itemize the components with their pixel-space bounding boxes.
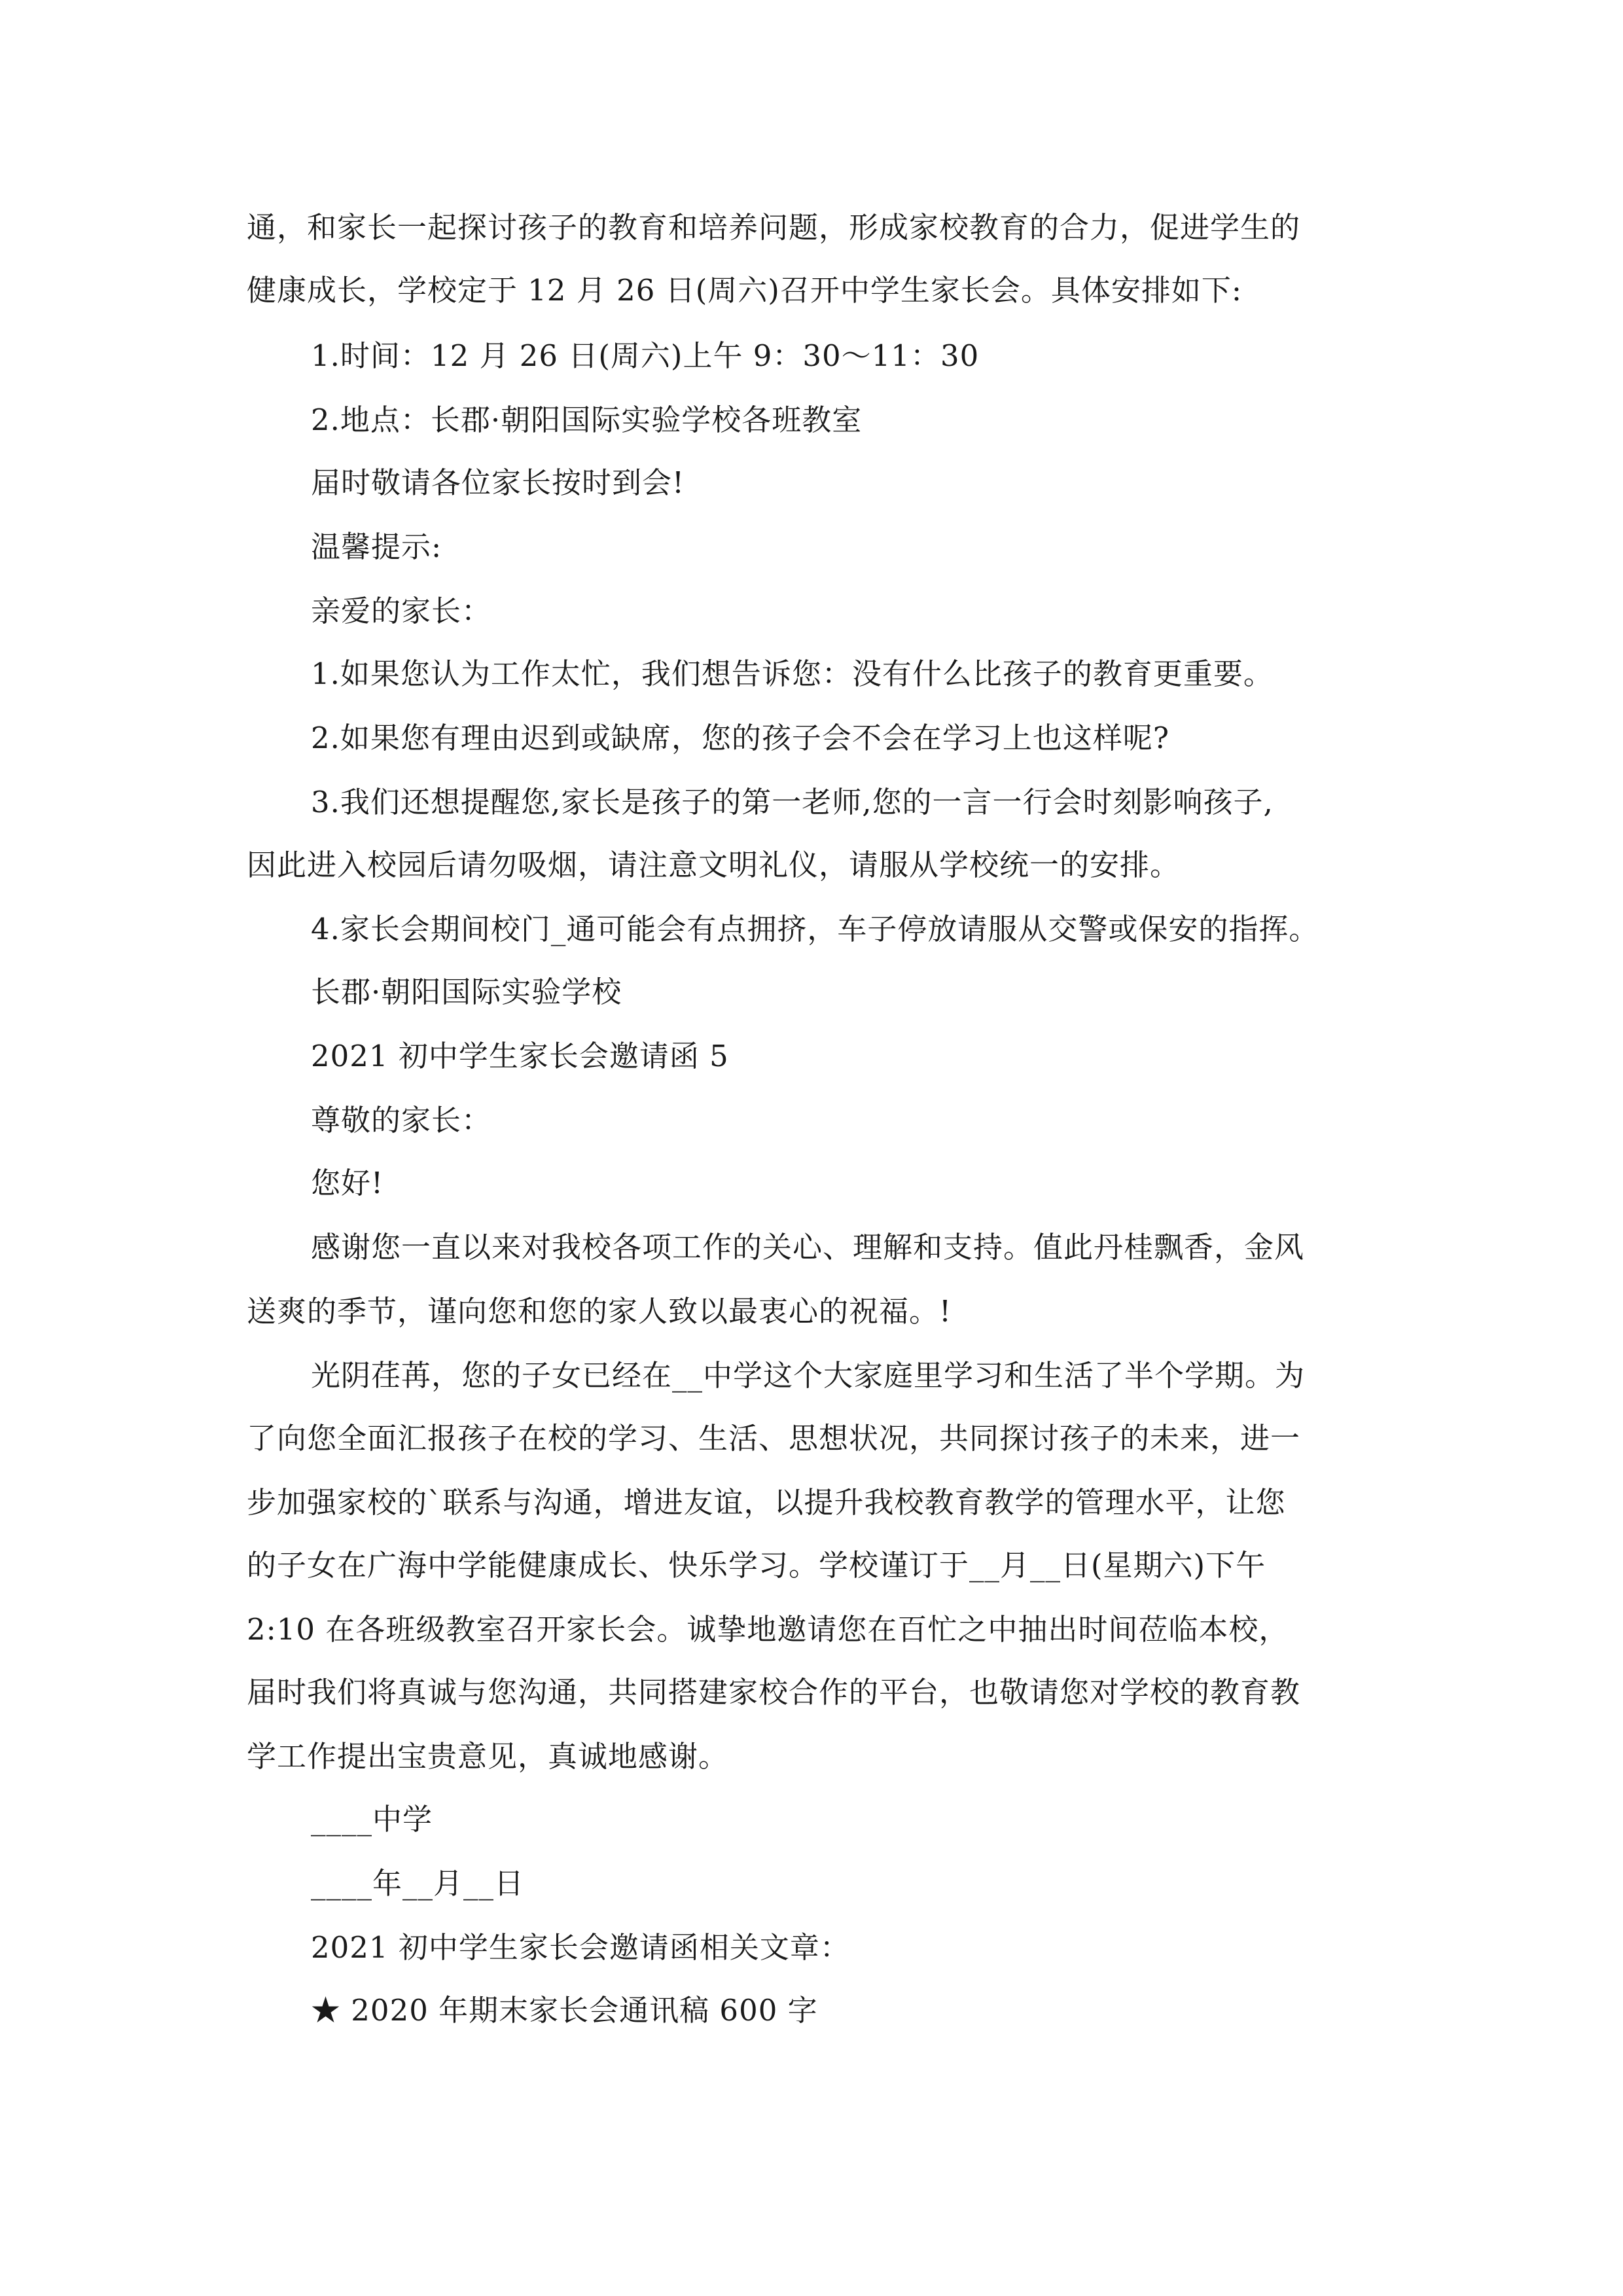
related-articles-heading: 2021 初中学生家长会邀请函相关文章： bbox=[311, 1930, 850, 1965]
paragraph-line: 2:10 在各班级教室召开家长会。诚挚地邀请您在百忙之中抽出时间莅临本校， bbox=[247, 1612, 1289, 1647]
school-signature: 长郡·朝阳国际实验学校 bbox=[311, 975, 622, 1009]
tip-item: 3.我们还想提醒您,家长是孩子的第一老师,您的一言一行会时刻影响孩子, bbox=[311, 785, 1274, 819]
schedule-location: 2.地点：长郡·朝阳国际实验学校各班教室 bbox=[311, 403, 863, 437]
salutation: 亲爱的家长： bbox=[311, 594, 492, 628]
tip-item: 1.如果您认为工作太忙，我们想告诉您：没有什么比孩子的教育更重要。 bbox=[311, 656, 1274, 691]
paragraph-line: 因此进入校园后请勿吸烟，请注意文明礼仪，请服从学校统一的安排。 bbox=[247, 848, 1181, 882]
tip-item: 2.如果您有理由迟到或缺席，您的孩子会不会在学习上也这样呢? bbox=[311, 721, 1170, 755]
paragraph-line: 通，和家长一起探讨孩子的教育和培养问题，形成家校教育的合力，促进学生的 bbox=[247, 210, 1301, 245]
greeting: 您好! bbox=[311, 1166, 384, 1200]
salutation: 尊敬的家长： bbox=[311, 1103, 492, 1138]
paragraph-line: 步加强家校的`联系与沟通，增进友谊，以提升我校教育教学的管理水平，让您 bbox=[247, 1485, 1286, 1520]
paragraph-line: 光阴荏苒，您的子女已经在__中学这个大家庭里学习和生活了半个学期。为 bbox=[311, 1358, 1306, 1393]
paragraph-line: 的子女在广海中学能健康成长、快乐学习。学校谨订于__月__日(星期六)下午 bbox=[247, 1548, 1266, 1583]
school-name-blank: ____中学 bbox=[311, 1802, 433, 1837]
related-article-link[interactable]: ★ 2020 年期末家长会通讯稿 600 字 bbox=[311, 1993, 818, 2028]
section-title: 2021 初中学生家长会邀请函 5 bbox=[311, 1039, 729, 1073]
paragraph-line: 了向您全面汇报孩子在校的学习、生活、思想状况，共同探讨孩子的未来，进一 bbox=[247, 1421, 1301, 1456]
tip-item: 4.家长会期间校门_通可能会有点拥挤，车子停放请服从交警或保安的指挥。 bbox=[311, 912, 1319, 946]
paragraph-line: 届时我们将真诚与您沟通，共同搭建家校合作的平台，也敬请您对学校的教育教 bbox=[247, 1675, 1301, 1710]
paragraph-line: 健康成长，学校定于 12 月 26 日(周六)召开中学生家长会。具体安排如下: bbox=[247, 273, 1243, 308]
paragraph-line: 感谢您一直以来对我校各项工作的关心、理解和支持。值此丹桂飘香，金风 bbox=[311, 1230, 1305, 1265]
paragraph-line: 届时敬请各位家长按时到会! bbox=[311, 465, 685, 500]
tips-heading: 温馨提示: bbox=[311, 529, 442, 564]
date-blank: ____年__月__日 bbox=[311, 1866, 525, 1901]
schedule-time: 1.时间：12 月 26 日(周六)上午 9：30～11：30 bbox=[311, 338, 980, 373]
paragraph-line: 学工作提出宝贵意见，真诚地感谢。 bbox=[247, 1739, 729, 1774]
paragraph-line: 送爽的季节，谨向您和您的家人致以最衷心的祝福。! bbox=[247, 1294, 952, 1329]
